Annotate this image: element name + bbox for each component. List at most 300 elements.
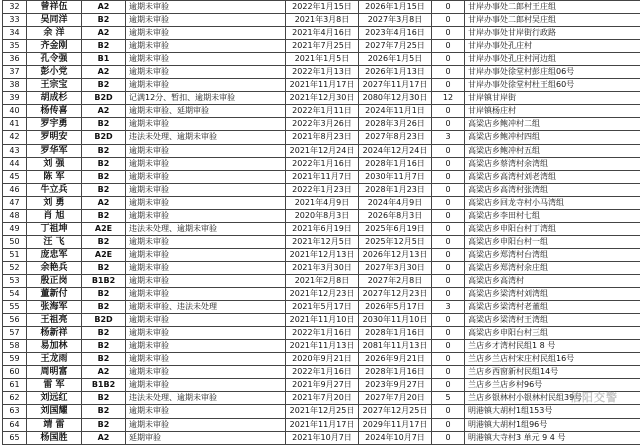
penalty-points-cell: 0 (432, 118, 465, 131)
status-cell: 逾期未审验 (126, 144, 286, 157)
status-cell: 逾期未审验 (126, 405, 286, 418)
status-cell: 逾期未审验 (126, 274, 286, 287)
expiry-date-cell: 2028年1月16日 (359, 327, 432, 340)
name-cell: 肖 旭 (27, 209, 82, 222)
address-cell: 高梁店乡鲍冲村五组 (465, 144, 640, 157)
name-cell: 余艳兵 (27, 261, 82, 274)
name-cell: 牛立兵 (27, 183, 82, 196)
name-cell: 董新付 (27, 288, 82, 301)
row-number-cell: 60 (3, 366, 27, 379)
expiry-date-cell: 2026年1月5日 (359, 53, 432, 66)
issue-date-cell: 2022年1月16日 (286, 157, 359, 170)
penalty-points-cell: 0 (432, 79, 465, 92)
table-row (3, 222, 640, 235)
table-row (3, 235, 640, 248)
expiry-date-cell: 2024年12月24日 (359, 144, 432, 157)
name-cell: 刘国耀 (27, 405, 82, 418)
name-cell: 靖 雷 (27, 418, 82, 431)
status-cell: 违法未处理、逾期未审验 (126, 222, 286, 235)
penalty-points-cell: 0 (432, 379, 465, 392)
address-cell: 甘岸办事处徐堂村杜王组60号 (465, 79, 640, 92)
issue-date-cell: 2022年1月23日 (286, 183, 359, 196)
license-class-cell: B2D (82, 314, 126, 327)
license-class-cell: B2 (82, 405, 126, 418)
address-cell: 高梁店乡梁湾村王湾组 (465, 314, 640, 327)
row-number-cell: 44 (3, 157, 27, 170)
expiry-date-cell: 2029年11月17日 (359, 418, 432, 431)
row-number-cell: 62 (3, 392, 27, 405)
table-row (3, 418, 640, 431)
address-cell: 兰店乡银林村小银林村民组39号 (465, 392, 640, 405)
name-cell: 庞忠军 (27, 248, 82, 261)
expiry-date-cell: 2027年7月25日 (359, 40, 432, 53)
name-cell: 胡成杉 (27, 92, 82, 105)
name-cell: 余 洋 (27, 27, 82, 40)
penalty-points-cell: 0 (432, 157, 465, 170)
table-row (3, 66, 640, 79)
table-row (3, 53, 640, 66)
status-cell: 逾期未审验 (126, 170, 286, 183)
penalty-points-cell: 0 (432, 222, 465, 235)
license-class-cell: A2 (82, 196, 126, 209)
table-row (3, 14, 640, 27)
penalty-points-cell: 0 (432, 314, 465, 327)
row-number-cell: 36 (3, 53, 27, 66)
address-cell: 甘岸办事处二郎村王庄组 (465, 1, 640, 14)
expiry-date-cell: 2027年7月20日 (359, 392, 432, 405)
penalty-points-cell: 0 (432, 288, 465, 301)
table-row (3, 196, 640, 209)
address-cell: 兰店乡才湾村民组1 8 号 (465, 340, 640, 353)
issue-date-cell: 2021年8月23日 (286, 131, 359, 144)
status-cell: 逾期未审验 (126, 235, 286, 248)
name-cell: 易加林 (27, 340, 82, 353)
license-class-cell: B2 (82, 40, 126, 53)
issue-date-cell: 2021年6月19日 (286, 222, 359, 235)
address-cell: 高梁店乡梁湾村老董组 (465, 301, 640, 314)
driver-license-table (2, 0, 640, 445)
table-row (3, 157, 640, 170)
status-cell: 逾期未审验、延期审验 (126, 105, 286, 118)
penalty-points-cell: 0 (432, 366, 465, 379)
license-class-cell: B2 (82, 118, 126, 131)
license-class-cell: B1B2 (82, 379, 126, 392)
issue-date-cell: 2021年11月13日 (286, 340, 359, 353)
license-class-cell: A2 (82, 431, 126, 444)
watermark-logo (570, 389, 618, 405)
status-cell: 逾期未审验、违法未处理 (126, 301, 286, 314)
name-cell: 周明富 (27, 366, 82, 379)
expiry-date-cell: 2028年1月16日 (359, 366, 432, 379)
license-class-cell: B2 (82, 170, 126, 183)
name-cell: 王祖亮 (27, 314, 82, 327)
issue-date-cell: 2021年3月8日 (286, 14, 359, 27)
penalty-points-cell: 0 (432, 66, 465, 79)
status-cell: 逾期未审验 (126, 196, 286, 209)
status-cell: 延期审验 (126, 431, 286, 444)
table-row (3, 118, 640, 131)
name-cell: 杨新祥 (27, 327, 82, 340)
penalty-points-cell: 0 (432, 353, 465, 366)
address-cell: 兰店乡兰店乡村96号 (465, 379, 640, 392)
penalty-points-cell: 3 (432, 301, 465, 314)
expiry-date-cell: 2024年10月7日 (359, 431, 432, 444)
issue-date-cell: 2021年9月27日 (286, 379, 359, 392)
penalty-points-cell: 0 (432, 144, 465, 157)
name-cell: 张海军 (27, 301, 82, 314)
issue-date-cell: 2021年3月30日 (286, 261, 359, 274)
issue-date-cell: 2021年4月16日 (286, 27, 359, 40)
name-cell: 丁祖坤 (27, 222, 82, 235)
expiry-date-cell: 2080年12月30日 (359, 92, 432, 105)
address-cell: 兰店乡兰店村宋庄村民组16号 (465, 353, 640, 366)
license-class-cell: B2 (82, 183, 126, 196)
penalty-points-cell: 0 (432, 170, 465, 183)
status-cell: 逾期未审验 (126, 288, 286, 301)
table-row (3, 105, 640, 118)
row-number-cell: 53 (3, 274, 27, 287)
name-cell: 汪 飞 (27, 235, 82, 248)
issue-date-cell: 2022年1月13日 (286, 66, 359, 79)
penalty-points-cell: 0 (432, 105, 465, 118)
license-class-cell: B1B2 (82, 274, 126, 287)
address-cell: 高梁店乡高湾村张湾组 (465, 183, 640, 196)
license-class-cell: B2 (82, 144, 126, 157)
address-cell: 甘岸办事处徐堂村彭庄组06号 (465, 66, 640, 79)
status-cell: 逾期未审验 (126, 261, 286, 274)
license-class-cell: B1 (82, 53, 126, 66)
row-number-cell: 48 (3, 209, 27, 222)
address-cell: 明港镇大胡村1组96号 (465, 418, 640, 431)
expiry-date-cell: 2025年12月5日 (359, 235, 432, 248)
expiry-date-cell: 2023年4月16日 (359, 27, 432, 40)
row-number-cell: 45 (3, 170, 27, 183)
penalty-points-cell: 0 (432, 405, 465, 418)
row-number-cell: 63 (3, 405, 27, 418)
row-number-cell: 41 (3, 118, 27, 131)
table-row (3, 366, 640, 379)
license-class-cell: B2 (82, 418, 126, 431)
row-number-cell: 37 (3, 66, 27, 79)
issue-date-cell: 2021年11月7日 (286, 170, 359, 183)
name-cell: 吴同洋 (27, 14, 82, 27)
table-row (3, 209, 640, 222)
issue-date-cell: 2021年12月23日 (286, 288, 359, 301)
penalty-points-cell: 12 (432, 92, 465, 105)
name-cell: 刘 强 (27, 157, 82, 170)
row-number-cell: 46 (3, 183, 27, 196)
table-row (3, 79, 640, 92)
name-cell: 孔令强 (27, 53, 82, 66)
expiry-date-cell: 2028年3月26日 (359, 118, 432, 131)
license-class-cell: A2 (82, 66, 126, 79)
expiry-date-cell: 2023年9月27日 (359, 379, 432, 392)
expiry-date-cell: 2028年1月16日 (359, 157, 432, 170)
status-cell: 逾期未审验 (126, 418, 286, 431)
status-cell: 逾期未审验 (126, 118, 286, 131)
penalty-points-cell: 5 (432, 392, 465, 405)
name-cell: 罗华军 (27, 144, 82, 157)
table-row (3, 144, 640, 157)
row-number-cell: 38 (3, 79, 27, 92)
license-class-cell: A2 (82, 366, 126, 379)
address-cell: 高梁店乡申阳台村丁湾组 (465, 222, 640, 235)
penalty-points-cell: 0 (432, 53, 465, 66)
name-cell: 陈 军 (27, 170, 82, 183)
name-cell: 罗明安 (27, 131, 82, 144)
status-cell: 逾期未审验 (126, 1, 286, 14)
expiry-date-cell: 2025年6月19日 (359, 222, 432, 235)
penalty-points-cell: 3 (432, 131, 465, 144)
penalty-points-cell: 0 (432, 196, 465, 209)
status-cell: 逾期未审验 (126, 209, 286, 222)
penalty-points-cell: 0 (432, 274, 465, 287)
penalty-points-cell: 0 (432, 261, 465, 274)
address-cell: 高梁店乡申阳台村三组 (465, 327, 640, 340)
row-number-cell: 40 (3, 105, 27, 118)
row-number-cell: 43 (3, 144, 27, 157)
row-number-cell: 32 (3, 1, 27, 14)
name-cell: 彭小党 (27, 66, 82, 79)
table-row (3, 131, 640, 144)
table-row (3, 314, 640, 327)
table-row (3, 405, 640, 418)
row-number-cell: 58 (3, 340, 27, 353)
name-cell: 刘 勇 (27, 196, 82, 209)
table-row (3, 288, 640, 301)
name-cell: 王宗宝 (27, 79, 82, 92)
address-cell: 甘岸办事处孔庄村 (465, 40, 640, 53)
license-class-cell: B2 (82, 261, 126, 274)
expiry-date-cell: 2028年1月23日 (359, 183, 432, 196)
name-cell: 杨国胜 (27, 431, 82, 444)
row-number-cell: 34 (3, 27, 27, 40)
issue-date-cell: 2021年12月13日 (286, 248, 359, 261)
status-cell: 记满12分、暂扣、逾期未审验 (126, 92, 286, 105)
expiry-date-cell: 2026年12月13日 (359, 248, 432, 261)
expiry-date-cell: 2027年12月25日 (359, 405, 432, 418)
issue-date-cell: 2022年3月26日 (286, 118, 359, 131)
address-cell: 高梁店乡高湾村刘老湾组 (465, 170, 640, 183)
table-row (3, 353, 640, 366)
name-cell: 罗宇勇 (27, 118, 82, 131)
table-row (3, 27, 640, 40)
row-number-cell: 42 (3, 131, 27, 144)
address-cell: 高梁店乡郑湾村台湾组 (465, 248, 640, 261)
table-row (3, 379, 640, 392)
address-cell: 兰店乡西窗新村民组14号 (465, 366, 640, 379)
license-class-cell: B2 (82, 340, 126, 353)
issue-date-cell: 2022年1月16日 (286, 327, 359, 340)
row-number-cell: 64 (3, 418, 27, 431)
table-row (3, 340, 640, 353)
issue-date-cell: 2022年1月15日 (286, 1, 359, 14)
address-cell: 高梁店乡李田村七组 (465, 209, 640, 222)
issue-date-cell: 2021年12月30日 (286, 92, 359, 105)
table-row (3, 40, 640, 53)
row-number-cell: 61 (3, 379, 27, 392)
status-cell: 逾期未审验 (126, 66, 286, 79)
name-cell: 雷 军 (27, 379, 82, 392)
expiry-date-cell: 2027年12月23日 (359, 288, 432, 301)
name-cell: 齐金刚 (27, 40, 82, 53)
address-cell: 明港镇大胡村1组153号 (465, 405, 640, 418)
expiry-date-cell: 2026年5月17日 (359, 301, 432, 314)
table-row (3, 183, 640, 196)
status-cell: 逾期未审验 (126, 27, 286, 40)
row-number-cell: 59 (3, 353, 27, 366)
penalty-points-cell: 0 (432, 431, 465, 444)
penalty-points-cell: 0 (432, 1, 465, 14)
expiry-date-cell: 2026年1月15日 (359, 1, 432, 14)
address-cell: 高梁店乡梁湾村刘湾组 (465, 288, 640, 301)
penalty-points-cell: 0 (432, 14, 465, 27)
address-cell: 甘岸镇甘岸街 (465, 92, 640, 105)
address-cell: 甘岸办事处二郎村吴庄组 (465, 14, 640, 27)
license-class-cell: B2 (82, 209, 126, 222)
status-cell: 逾期未审验 (126, 353, 286, 366)
license-class-cell: B2 (82, 14, 126, 27)
penalty-points-cell: 0 (432, 40, 465, 53)
status-cell: 逾期未审验 (126, 79, 286, 92)
address-cell: 高梁店乡申阳台村一组 (465, 235, 640, 248)
penalty-points-cell: 0 (432, 340, 465, 353)
license-class-cell: B2 (82, 392, 126, 405)
expiry-date-cell: 2030年11月7日 (359, 170, 432, 183)
penalty-points-cell: 0 (432, 235, 465, 248)
license-class-cell: A2E (82, 222, 126, 235)
expiry-date-cell: 2026年1月13日 (359, 66, 432, 79)
expiry-date-cell: 2027年2月8日 (359, 274, 432, 287)
license-class-cell: B2D (82, 131, 126, 144)
expiry-date-cell: 2027年3月30日 (359, 261, 432, 274)
expiry-date-cell: 2027年3月8日 (359, 14, 432, 27)
expiry-date-cell: 2027年8月23日 (359, 131, 432, 144)
table-row (3, 1, 640, 14)
penalty-points-cell: 0 (432, 418, 465, 431)
address-cell: 高梁店乡高湾村 (465, 274, 640, 287)
status-cell: 逾期未审验 (126, 53, 286, 66)
issue-date-cell: 2021年11月10日 (286, 314, 359, 327)
address-cell: 高梁店乡回龙寺村小马湾组 (465, 196, 640, 209)
issue-date-cell: 2022年1月11日 (286, 105, 359, 118)
name-cell: 刘远红 (27, 392, 82, 405)
table-row (3, 301, 640, 314)
table-row (3, 431, 640, 444)
license-class-cell: B2 (82, 157, 126, 170)
expiry-date-cell: 2024年4月9日 (359, 196, 432, 209)
address-cell: 甘岸办事处甘岸街行政路 (465, 27, 640, 40)
expiry-date-cell: 2030年11月10日 (359, 314, 432, 327)
row-number-cell: 49 (3, 222, 27, 235)
address-cell: 高梁店乡鲍冲村二组 (465, 118, 640, 131)
issue-date-cell: 2021年12月25日 (286, 405, 359, 418)
expiry-date-cell: 2027年11月17日 (359, 79, 432, 92)
row-number-cell: 51 (3, 248, 27, 261)
address-cell: 甘岸办事处孔庄村河边组 (465, 53, 640, 66)
table-row (3, 261, 640, 274)
license-class-cell: B2 (82, 288, 126, 301)
issue-date-cell: 2021年11月17日 (286, 418, 359, 431)
row-number-cell: 52 (3, 261, 27, 274)
name-cell: 曾祥伍 (27, 1, 82, 14)
status-cell: 逾期未审验 (126, 314, 286, 327)
status-cell: 逾期未审验 (126, 40, 286, 53)
penalty-points-cell: 0 (432, 27, 465, 40)
issue-date-cell: 2021年11月17日 (286, 79, 359, 92)
license-class-cell: B2D (82, 92, 126, 105)
table-row (3, 274, 640, 287)
row-number-cell: 56 (3, 314, 27, 327)
issue-date-cell: 2021年5月17日 (286, 301, 359, 314)
table-row (3, 170, 640, 183)
row-number-cell: 39 (3, 92, 27, 105)
status-cell: 逾期未审验 (126, 327, 286, 340)
watermark-text: 信阳交警 (570, 391, 618, 404)
license-class-cell: B2 (82, 301, 126, 314)
status-cell: 逾期未审验 (126, 340, 286, 353)
license-class-cell: A2E (82, 248, 126, 261)
issue-date-cell: 2021年7月25日 (286, 40, 359, 53)
status-cell: 违法未处理、逾期未审验 (126, 131, 286, 144)
row-number-cell: 65 (3, 431, 27, 444)
status-cell: 违法未处理、逾期未审验 (126, 392, 286, 405)
license-class-cell: B2 (82, 353, 126, 366)
table-body (3, 1, 640, 445)
license-class-cell: B2 (82, 235, 126, 248)
name-cell: 殷正岗 (27, 274, 82, 287)
expiry-date-cell: 2026年8月3日 (359, 209, 432, 222)
address-cell: 高梁店乡郑湾村余庄组 (465, 261, 640, 274)
table-row (3, 248, 640, 261)
address-cell: 高梁店乡蔡湾村余湾组 (465, 157, 640, 170)
issue-date-cell: 2021年12月24日 (286, 144, 359, 157)
status-cell: 逾期未审验 (126, 183, 286, 196)
status-cell: 逾期未审验 (126, 379, 286, 392)
row-number-cell: 50 (3, 235, 27, 248)
penalty-points-cell: 0 (432, 209, 465, 222)
license-class-cell: B2 (82, 79, 126, 92)
issue-date-cell: 2020年8月3日 (286, 209, 359, 222)
license-class-cell: A2 (82, 105, 126, 118)
address-cell: 甘岸镇杨庄村 (465, 105, 640, 118)
row-number-cell: 55 (3, 301, 27, 314)
issue-date-cell: 2021年7月20日 (286, 392, 359, 405)
expiry-date-cell: 2081年11月13日 (359, 340, 432, 353)
license-class-cell: B2 (82, 327, 126, 340)
status-cell: 逾期未审验 (126, 248, 286, 261)
issue-date-cell: 2021年4月9日 (286, 196, 359, 209)
penalty-points-cell: 0 (432, 248, 465, 261)
penalty-points-cell: 0 (432, 183, 465, 196)
expiry-date-cell: 2026年9月21日 (359, 353, 432, 366)
issue-date-cell: 2021年10月7日 (286, 431, 359, 444)
issue-date-cell: 2020年9月21日 (286, 353, 359, 366)
status-cell: 逾期未审验 (126, 14, 286, 27)
table-row (3, 92, 640, 105)
status-cell: 逾期未审验 (126, 366, 286, 379)
issue-date-cell: 2021年2月8日 (286, 274, 359, 287)
row-number-cell: 57 (3, 327, 27, 340)
expiry-date-cell: 2024年11月1日 (359, 105, 432, 118)
issue-date-cell: 2022年1月16日 (286, 366, 359, 379)
address-cell: 明港镇大寺村3 单元 9 4 号 (465, 431, 640, 444)
name-cell: 杨传喜 (27, 105, 82, 118)
table-row (3, 392, 640, 405)
name-cell: 王龙雨 (27, 353, 82, 366)
status-cell: 逾期未审验 (126, 157, 286, 170)
issue-date-cell: 2021年1月5日 (286, 53, 359, 66)
